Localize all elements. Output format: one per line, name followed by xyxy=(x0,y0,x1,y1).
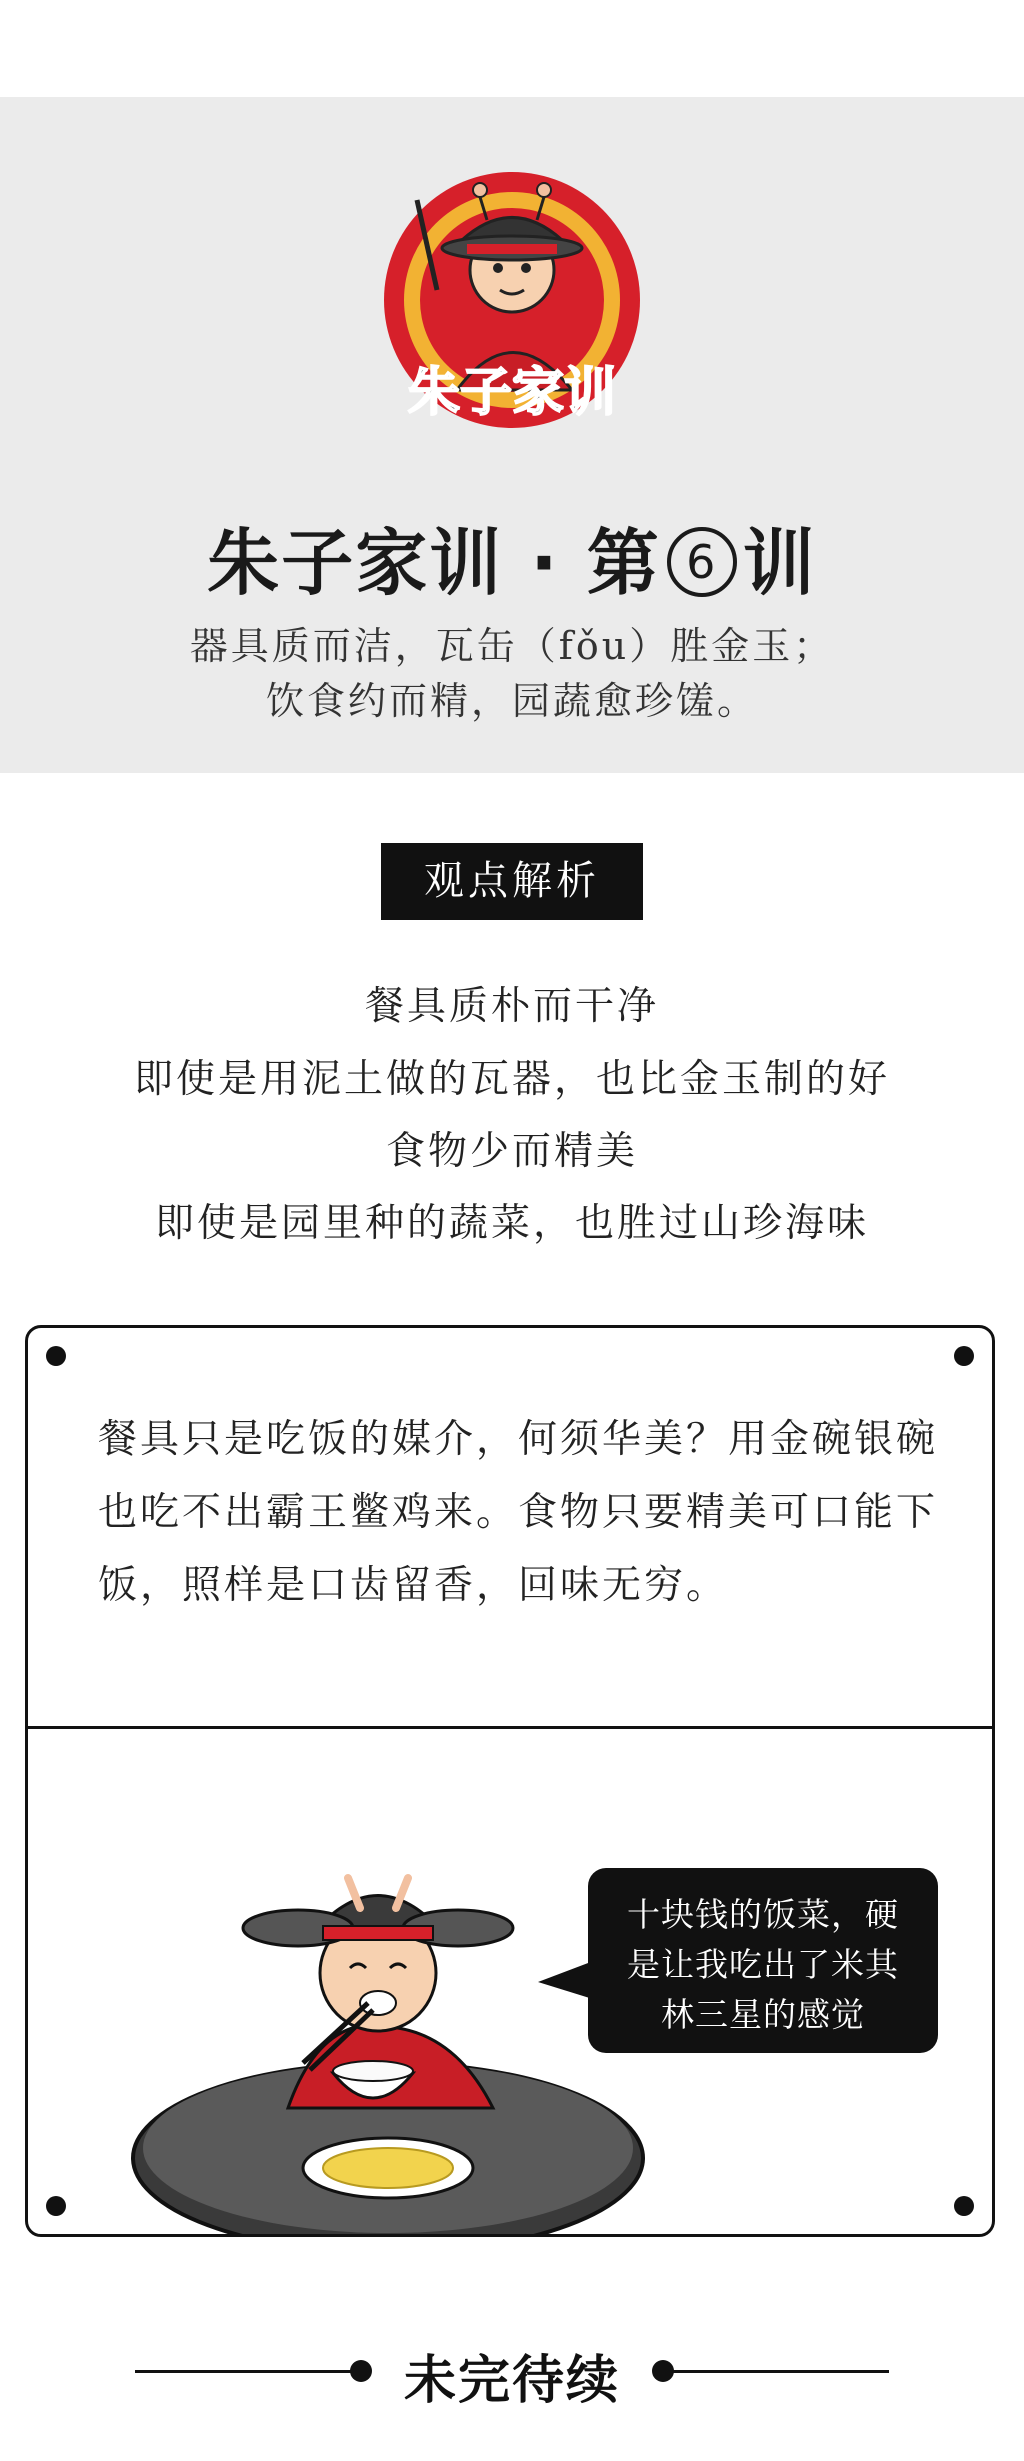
corner-dot xyxy=(954,2196,974,2216)
page-title xyxy=(0,505,1024,609)
analysis-line-3: 食物少而精美 xyxy=(385,1129,638,1174)
verse-line-1: 器具质而洁，瓦缶（fǒu）胜金玉； xyxy=(189,624,835,668)
title-number: 6 xyxy=(667,527,737,597)
mascot-emblem xyxy=(362,140,662,440)
analysis-line-2: 即使是用泥土做的瓦器，也比金玉制的好 xyxy=(133,1057,890,1102)
logo-text: 朱子家训 xyxy=(407,362,617,423)
bubble-line-2: 是让我吃出了米其 xyxy=(627,1945,899,1984)
bubble-line-1: 十块钱的饭菜，硬 xyxy=(627,1895,899,1934)
footer-line-right xyxy=(664,2370,889,2373)
panel-divider xyxy=(28,1726,992,1729)
section-tag: 观点解析 xyxy=(381,843,643,920)
vegetable-dish xyxy=(323,2148,453,2188)
bubble-line-3: 林三星的感觉 xyxy=(661,1995,865,2034)
corner-dot xyxy=(954,1346,974,1366)
analysis-line-1: 餐具质朴而干净 xyxy=(364,984,659,1029)
speech-bubble xyxy=(588,1868,938,2053)
eating-scene-illustration xyxy=(98,1778,658,2237)
title-suffix: 训 xyxy=(742,521,817,605)
corner-dot xyxy=(46,2196,66,2216)
analysis-line-4: 即使是园里种的蔬菜，也胜过山珍海味 xyxy=(154,1201,869,1246)
verse-line-2: 饮食约而精，园蔬愈珍馐。 xyxy=(265,679,758,723)
corner-dot xyxy=(46,1346,66,1366)
comic-panel xyxy=(25,1325,995,2237)
comic-paragraph: 餐具只是吃饭的媒介，何须华美？用金碗银碗也吃不出霸王鳖鸡来。食物只要精美可口能下饭，照样是口齿留香，回味无穷。 xyxy=(98,1417,939,1608)
footer-text: 未完待续 xyxy=(403,2351,620,2411)
title-prefix: 朱子家训 · 第 xyxy=(207,521,661,605)
